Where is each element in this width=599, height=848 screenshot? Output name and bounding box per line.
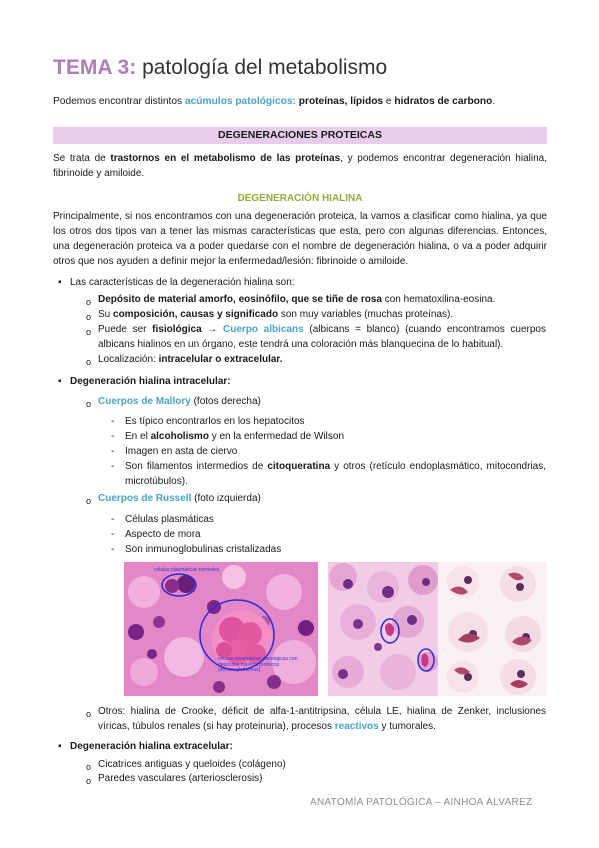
page-footer: ANATOMÍA PATOLÓGICA – AINHOA ÁLVAREZ <box>310 797 533 808</box>
mallory-name: Cuerpos de Mallory <box>98 396 191 407</box>
russell-name: Cuerpos de Russell <box>98 493 192 504</box>
dash-marker: - <box>111 446 115 457</box>
bullet-square: ▪ <box>58 277 62 288</box>
extra-item-2: Paredes vasculares (arteriosclerosis) <box>98 773 263 784</box>
bullet-circle: o <box>86 327 92 337</box>
mallory-bodies-micrograph-2 <box>438 562 547 696</box>
mallory-item-3: Imagen en asta de ciervo <box>125 446 238 457</box>
bullet-circle: o <box>86 312 92 322</box>
russell-bodies-micrograph <box>124 562 318 696</box>
page-title <box>53 56 387 80</box>
russell-note: (foto izquierda) <box>191 493 261 504</box>
mallory-item-2-rest: y en la enfermedad de Wilson <box>208 431 345 442</box>
char1-bold: Depósito de material amorfo, eosinófilo, que se tiñe de rosa <box>98 294 382 305</box>
char-item-3 <box>98 323 546 352</box>
def-rest: , y podemos encontrar degeneración hialina, fibrinoide y amiloide. <box>53 153 547 179</box>
char-item-4 <box>98 353 546 368</box>
char1-text: con hematoxilina-eosina. <box>381 294 496 305</box>
char-item-1 <box>98 293 546 308</box>
bullet-circle: o <box>86 496 92 506</box>
russell-item-1: Células plasmáticas <box>125 514 214 525</box>
mallory-item-4 <box>125 460 546 489</box>
others-item <box>98 705 546 734</box>
russell-heading <box>98 492 546 507</box>
mallory-bodies-micrograph-1 <box>328 562 438 696</box>
arrow-icon: → <box>201 324 223 335</box>
subsection-heading: DEGENERACIÓN HIALINA <box>237 193 363 204</box>
char3-rest: (albicans = blanco) (cuando encontramos cuerpos albicans hialinos en un órgano, este tendrá una coloración más blanquecina de lo habitual). <box>98 324 546 350</box>
char2-text: Su <box>98 309 114 320</box>
section-heading: DEGENERACIONES PROTEICAS <box>53 127 547 144</box>
label-normal-cells: células plasmáticas normales <box>154 567 220 573</box>
dash-marker: - <box>111 529 115 540</box>
definition-paragraph <box>53 151 547 181</box>
dash-marker: - <box>111 544 115 555</box>
intro-text: Podemos encontrar distintos <box>53 96 185 107</box>
intro-highlight: acúmulos patológicos: <box>184 96 296 107</box>
dash-marker: - <box>111 461 115 472</box>
label-pathological-cells: células plasmáticas patológicas con depósitos hialinos proteicos (inmunoglobulinas) <box>218 657 298 673</box>
extra-item-1: Cicatrices antiguas y queloides (colágeno) <box>98 759 286 770</box>
bullet-intracellular: Degeneración hialina intracelular: <box>70 376 231 387</box>
mallory-heading <box>98 395 546 410</box>
title-prefix: TEMA 3: <box>53 56 137 79</box>
title-rest: patología del metabolismo <box>136 56 388 79</box>
char-item-2 <box>98 308 546 323</box>
char4-text: Localización: <box>98 354 159 365</box>
explanation-paragraph: Principalmente, si nos encontramos con una degeneración proteica, la vamos a clasificar como hialina, ya que los otros dos tipos van a tener las mismas características que esta, pero con algunas diferencias. Entonces, una degeneración proteica va a poder quedarse con el nombre de degeneración hialina, o va a poder adquirir otros que nos ayuden a definir mejor la enfermedad/lesión: fibrinoide o amiloide. <box>53 211 547 267</box>
char2-bold: composición, causas y significado <box>113 309 279 320</box>
dash-marker: - <box>111 514 115 525</box>
intro-paragraph <box>53 96 495 107</box>
dash-marker: - <box>111 416 115 427</box>
russell-item-3: Son inmunoglobulinas cristalizadas <box>125 544 282 555</box>
others-text: Otros: hialina de Crooke, déficit de alfa-1-antitripsina, célula LE, hialina de Zenker, inclusiones víricas, túbulos renales (si hay proteinuria), procesos <box>98 706 546 732</box>
mallory-item-1: Es típico encontrarlos en los hepatocitos <box>125 416 305 427</box>
others-rest: y tumorales. <box>378 720 436 732</box>
char2-rest: son muy variables (muchas proteínas). <box>278 309 454 320</box>
def-bold: trastornos en el metabolismo de las proteínas <box>110 153 341 164</box>
intro-and: e <box>383 96 395 107</box>
russell-item-2: Aspecto de mora <box>125 529 201 540</box>
others-highlight: reactivos <box>334 720 379 732</box>
bullet-circle: o <box>86 297 92 307</box>
mallory-item-2-text: En el <box>125 431 151 442</box>
bullet-extracellular: Degeneración hialina extracelular: <box>70 741 233 752</box>
bullet-square: ▪ <box>58 376 62 387</box>
intro-period: . <box>492 96 496 107</box>
mallory-item-4-text: Son filamentos intermedios de <box>125 461 268 472</box>
mallory-item-4-bold: citoqueratina <box>267 461 331 472</box>
bullet-characteristics: Las características de la degeneración hialina son: <box>70 277 295 288</box>
dash-marker: - <box>111 431 115 442</box>
char3-bold: fisiológica <box>152 324 202 335</box>
char3-highlight: Cuerpo albicans <box>223 324 304 335</box>
bullet-circle: o <box>86 399 92 409</box>
mallory-item-4-rest: y otros (retículo endoplasmático, mitocondrias, microtúbulos). <box>125 461 546 487</box>
bullet-circle: o <box>86 776 92 786</box>
bullet-square: ▪ <box>58 741 62 752</box>
bullet-circle: o <box>86 357 92 367</box>
char3-text: Puede ser <box>98 324 153 335</box>
def-text: Se trata de <box>53 153 111 164</box>
mallory-item-2-bold: alcoholismo <box>150 431 209 442</box>
mallory-note: (fotos derecha) <box>190 396 261 407</box>
bullet-circle: o <box>86 762 92 772</box>
char4-bold: intracelular o extracelular. <box>158 354 283 365</box>
intro-proteins: proteínas, lípidos <box>298 96 384 107</box>
mallory-item-2 <box>125 430 546 445</box>
bullet-circle: o <box>86 709 92 719</box>
intro-carbs: hidratos de carbono <box>394 96 493 107</box>
